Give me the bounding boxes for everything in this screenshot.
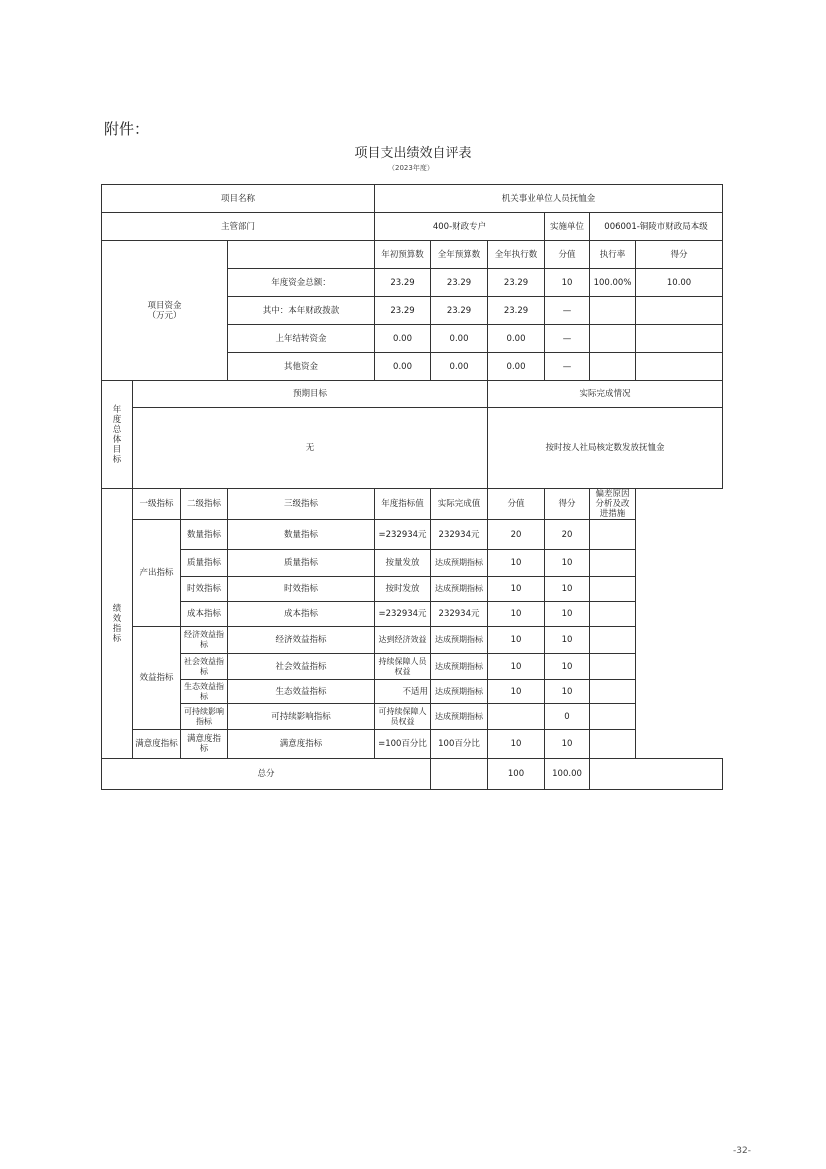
ind-header-score: 得分: [545, 489, 590, 520]
ind-level3: 社会效益指标: [228, 654, 375, 680]
funds-rate: [590, 297, 636, 325]
funds-col-rate: 执行率: [590, 241, 636, 269]
ind-target: 持续保障人员权益: [375, 654, 431, 680]
ind-header-level3: 三级指标: [228, 489, 375, 520]
ind-target: 按时发放: [375, 577, 431, 602]
funds-col-annual: 全年预算数: [431, 241, 488, 269]
performance-table: [101, 184, 723, 790]
ind-actual: 达成预期指标: [431, 654, 488, 680]
ind-note: [590, 577, 636, 602]
ind-score-value: 10: [488, 602, 545, 627]
ind-level2: 时效指标: [181, 577, 228, 602]
impl-value: 006001-铜陵市财政局本级: [590, 213, 723, 241]
ind-target: =232934元: [375, 602, 431, 627]
total-blank: [431, 759, 488, 790]
ind-level2: 生态效益指标: [181, 680, 228, 704]
funds-initial: 0.00: [375, 353, 431, 381]
ind-target: 达到经济效益: [375, 627, 431, 654]
ind-note: [590, 520, 636, 550]
ind-level3: 时效指标: [228, 577, 375, 602]
ind-actual: 达成预期指标: [431, 577, 488, 602]
ind-note: [590, 704, 636, 730]
funds-score-value: —: [545, 325, 590, 353]
ind-target: =100百分比: [375, 730, 431, 759]
ind-target: 按量发放: [375, 550, 431, 577]
funds-rate: [590, 353, 636, 381]
funds-initial: 0.00: [375, 325, 431, 353]
page-number: -32-: [733, 1146, 751, 1156]
funds-score-value: —: [545, 353, 590, 381]
total-score: 100.00: [545, 759, 590, 790]
ind-header-level2: 二级指标: [181, 489, 228, 520]
ind-score: 10: [545, 577, 590, 602]
ind-note: [590, 627, 636, 654]
goals-expected-value: 无: [133, 408, 488, 489]
ind-level2: 经济效益指标: [181, 627, 228, 654]
ind-note: [590, 550, 636, 577]
ind-note: [590, 602, 636, 627]
page-title: 项目支出绩效自评表: [354, 146, 472, 161]
funds-rate: 100.00%: [590, 269, 636, 297]
funds-executed: 0.00: [488, 353, 545, 381]
funds-col-initial: 年初预算数: [375, 241, 431, 269]
funds-label: 项目资金 （万元）: [102, 241, 228, 381]
funds-row-label: 年度资金总额：: [228, 269, 375, 297]
total-note: [590, 759, 723, 790]
funds-initial: 23.29: [375, 269, 431, 297]
funds-score-value: 10: [545, 269, 590, 297]
ind-level3: 成本指标: [228, 602, 375, 627]
goals-actual-label: 实际完成情况: [488, 381, 723, 408]
ind-header-target: 年度指标值: [375, 489, 431, 520]
total-score-value: 100: [488, 759, 545, 790]
ind-header-actual: 实际完成值: [431, 489, 488, 520]
funds-initial: 23.29: [375, 297, 431, 325]
funds-annual: 0.00: [431, 325, 488, 353]
ind-score: 10: [545, 627, 590, 654]
ind-level2: 社会效益指标: [181, 654, 228, 680]
funds-col-score-value: 分值: [545, 241, 590, 269]
ind-actual: 达成预期指标: [431, 680, 488, 704]
ind-level3: 可持续影响指标: [228, 704, 375, 730]
funds-score-value: —: [545, 297, 590, 325]
ind-note: [590, 680, 636, 704]
ind-score-value: 10: [488, 627, 545, 654]
ind-header-score-value: 分值: [488, 489, 545, 520]
ind-level1: 满意度指标: [133, 730, 181, 759]
ind-target: =232934元: [375, 520, 431, 550]
funds-executed: 23.29: [488, 269, 545, 297]
ind-level2: 满意度指标: [181, 730, 228, 759]
funds-score: [636, 297, 723, 325]
ind-note: [590, 654, 636, 680]
funds-annual: 0.00: [431, 353, 488, 381]
ind-level2: 可持续影响指标: [181, 704, 228, 730]
ind-score-value: 10: [488, 550, 545, 577]
ind-actual: 232934元: [431, 520, 488, 550]
ind-score: 20: [545, 520, 590, 550]
project-name-label: 项目名称: [102, 185, 375, 213]
ind-score: 10: [545, 654, 590, 680]
funds-executed: 0.00: [488, 325, 545, 353]
total-label: 总分: [102, 759, 431, 790]
funds-rate: [590, 325, 636, 353]
ind-level3: 经济效益指标: [228, 627, 375, 654]
ind-score: 10: [545, 602, 590, 627]
ind-score-value: 10: [488, 654, 545, 680]
funds-score: [636, 325, 723, 353]
ind-score-value: 20: [488, 520, 545, 550]
funds-executed: 23.29: [488, 297, 545, 325]
dept-label: 主管部门: [102, 213, 375, 241]
year-subtitle: （2023年度）: [388, 164, 434, 172]
ind-level1: 产出指标: [133, 520, 181, 627]
ind-note: [590, 730, 636, 759]
ind-level3: 质量指标: [228, 550, 375, 577]
attachment-label: 附件：: [104, 120, 150, 138]
ind-score-value: 10: [488, 577, 545, 602]
indicators-label: 绩效指标: [102, 489, 133, 759]
ind-target: 可持续保障人员权益: [375, 704, 431, 730]
funds-row-label: 上年结转资金: [228, 325, 375, 353]
ind-score-value: 10: [488, 730, 545, 759]
ind-actual: 达成预期指标: [431, 550, 488, 577]
ind-level2: 成本指标: [181, 602, 228, 627]
ind-score-value: [488, 704, 545, 730]
project-name-value: 机关事业单位人员抚恤金: [375, 185, 723, 213]
funds-row-label: 其他资金: [228, 353, 375, 381]
ind-level3: 数量指标: [228, 520, 375, 550]
ind-score: 10: [545, 550, 590, 577]
impl-label: 实施单位: [545, 213, 590, 241]
funds-col-executed: 全年执行数: [488, 241, 545, 269]
funds-col-score: 得分: [636, 241, 723, 269]
ind-score: 10: [545, 680, 590, 704]
ind-score: 0: [545, 704, 590, 730]
dept-value: 400-财政专户: [375, 213, 545, 241]
funds-annual: 23.29: [431, 297, 488, 325]
goals-label: 年度总体目标: [102, 381, 133, 489]
ind-level3: 生态效益指标: [228, 680, 375, 704]
ind-level2: 质量指标: [181, 550, 228, 577]
goals-expected-label: 预期目标: [133, 381, 488, 408]
funds-score: [636, 353, 723, 381]
ind-level2: 数量指标: [181, 520, 228, 550]
ind-header-note: 偏差原因分析及改进措施: [590, 489, 636, 520]
ind-actual: 达成预期指标: [431, 627, 488, 654]
funds-row-label: 其中：本年财政拨款: [228, 297, 375, 325]
funds-blank-header: [228, 241, 375, 269]
ind-level3: 满意度指标: [228, 730, 375, 759]
ind-actual: 232934元: [431, 602, 488, 627]
ind-target: 不适用: [375, 680, 431, 704]
ind-score: 10: [545, 730, 590, 759]
ind-actual: 100百分比: [431, 730, 488, 759]
ind-level1: 效益指标: [133, 627, 181, 730]
ind-header-level1: 一级指标: [133, 489, 181, 520]
funds-annual: 23.29: [431, 269, 488, 297]
goals-actual-value: 按时按人社局核定数发放抚恤金: [488, 408, 723, 489]
ind-score-value: 10: [488, 680, 545, 704]
funds-score: 10.00: [636, 269, 723, 297]
ind-actual: 达成预期指标: [431, 704, 488, 730]
